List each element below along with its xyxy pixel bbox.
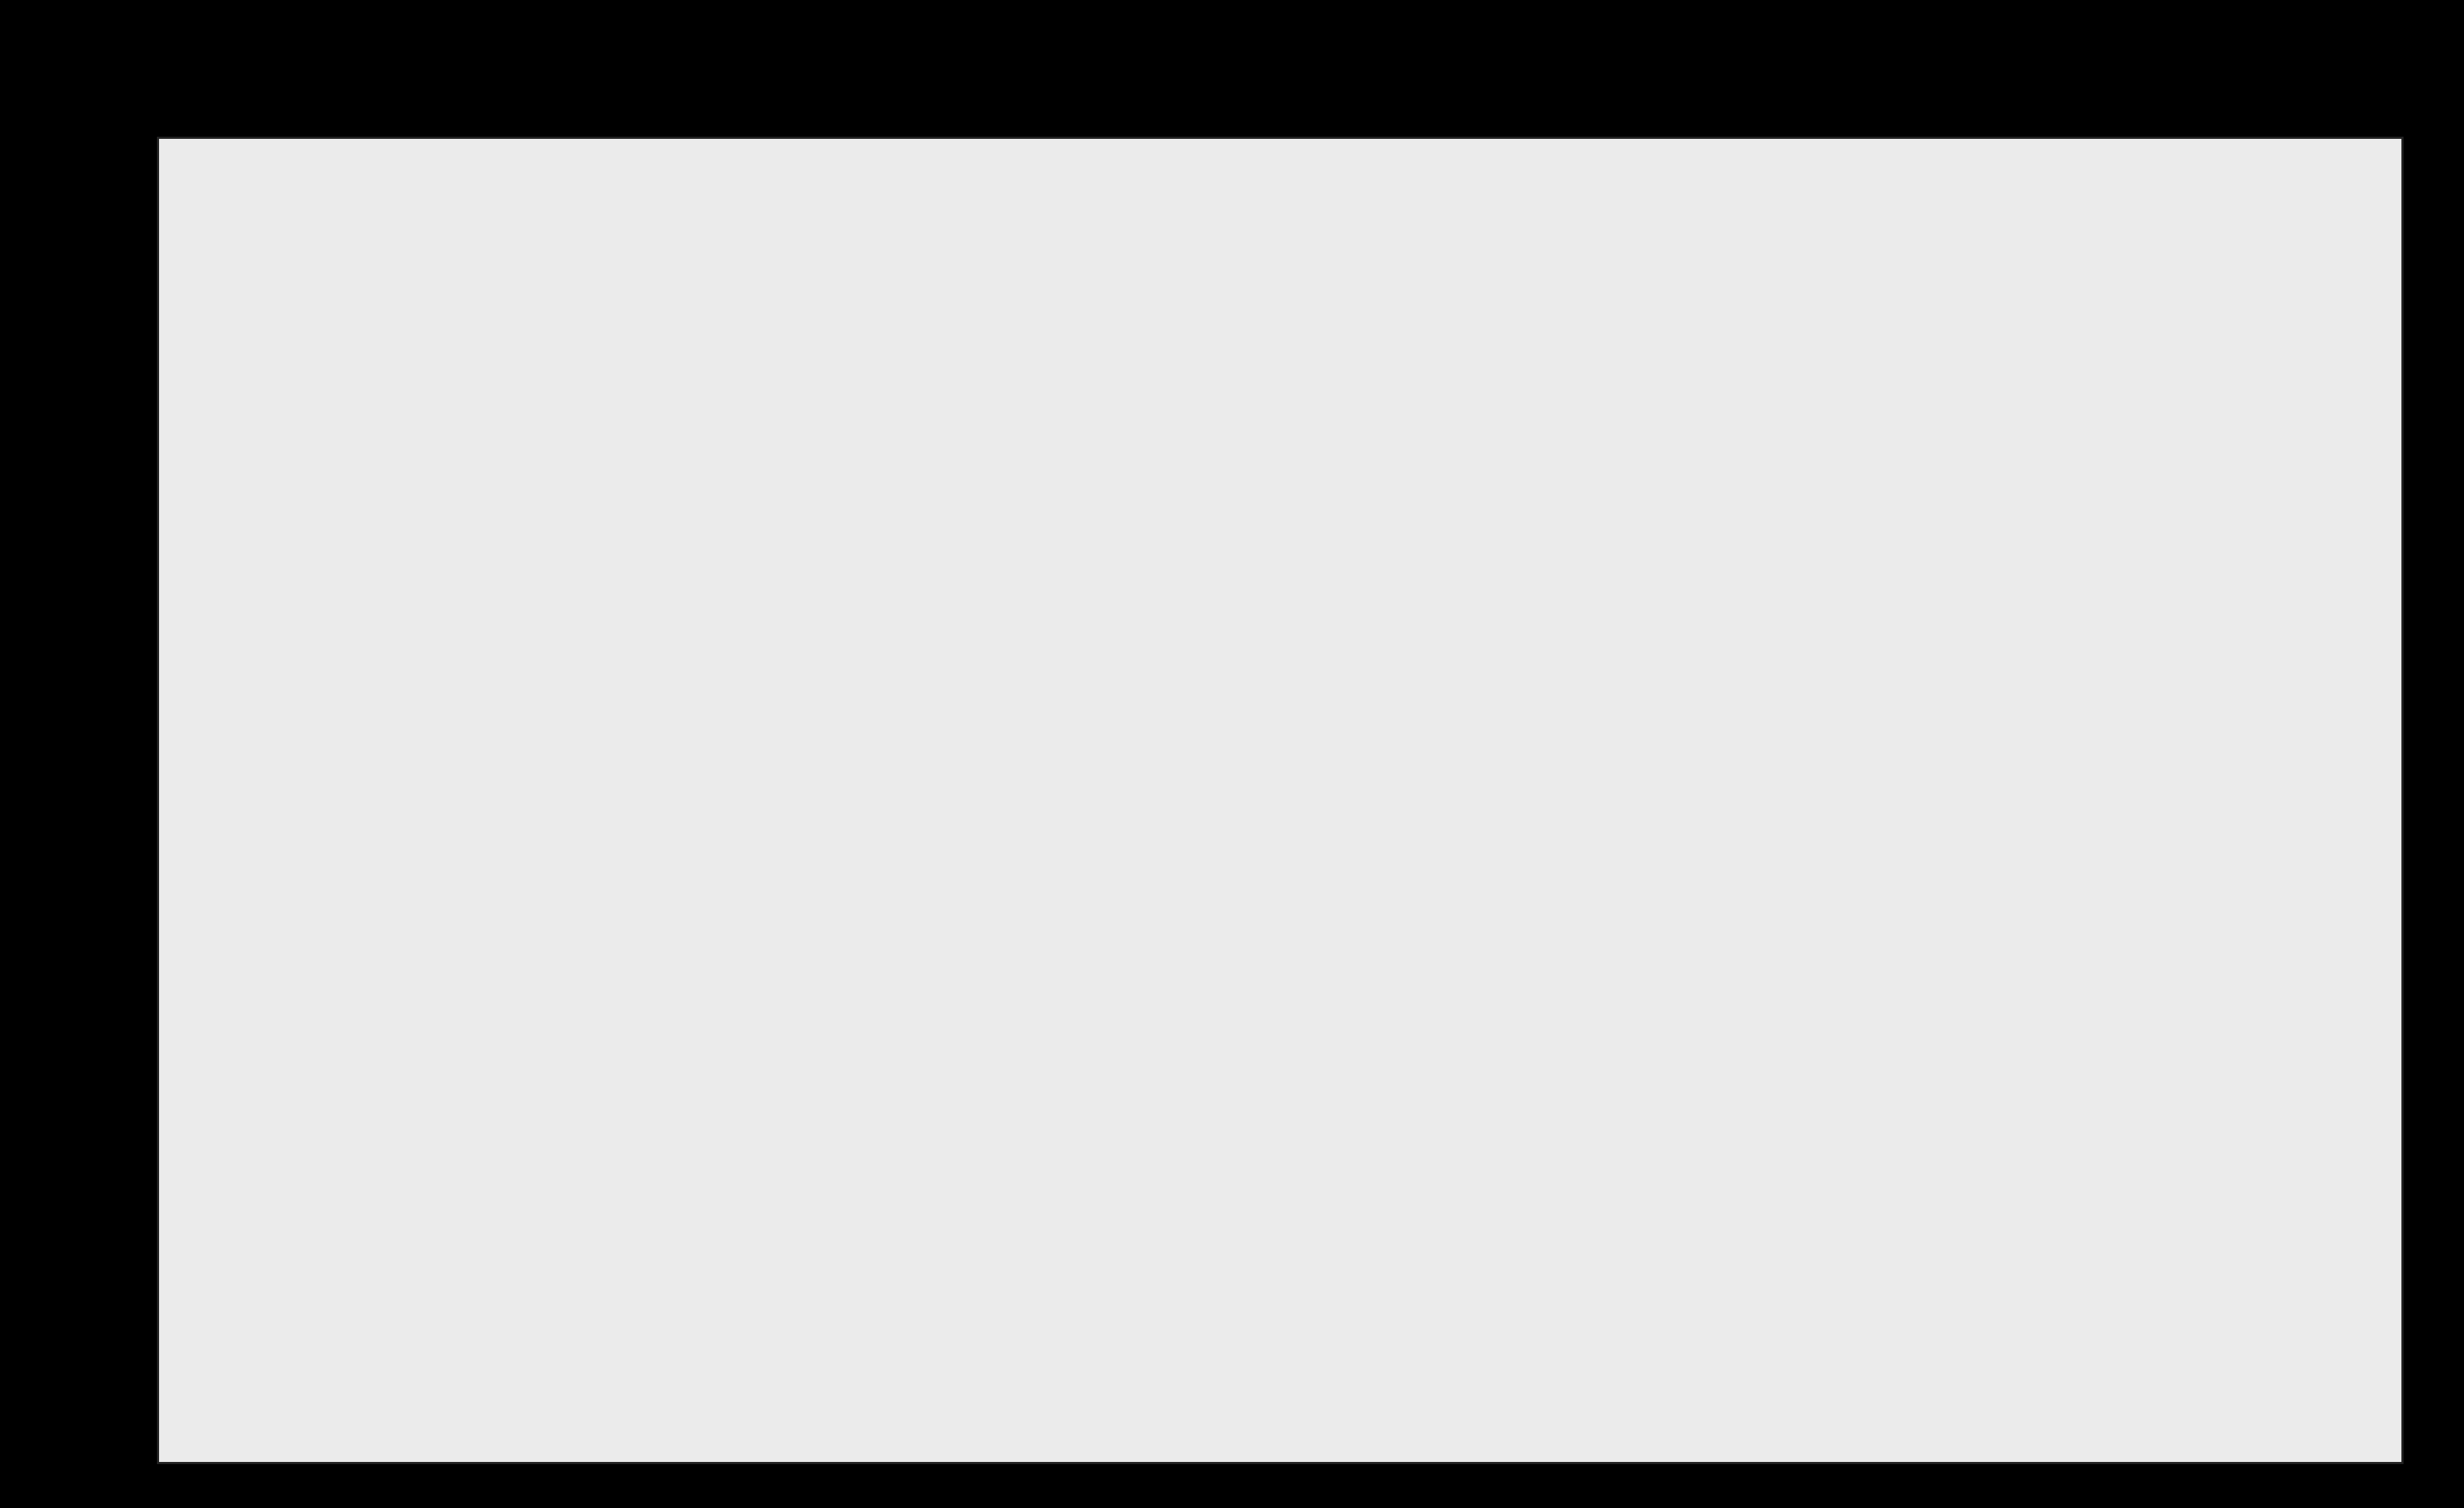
census-card-sheet [157,137,2404,1464]
